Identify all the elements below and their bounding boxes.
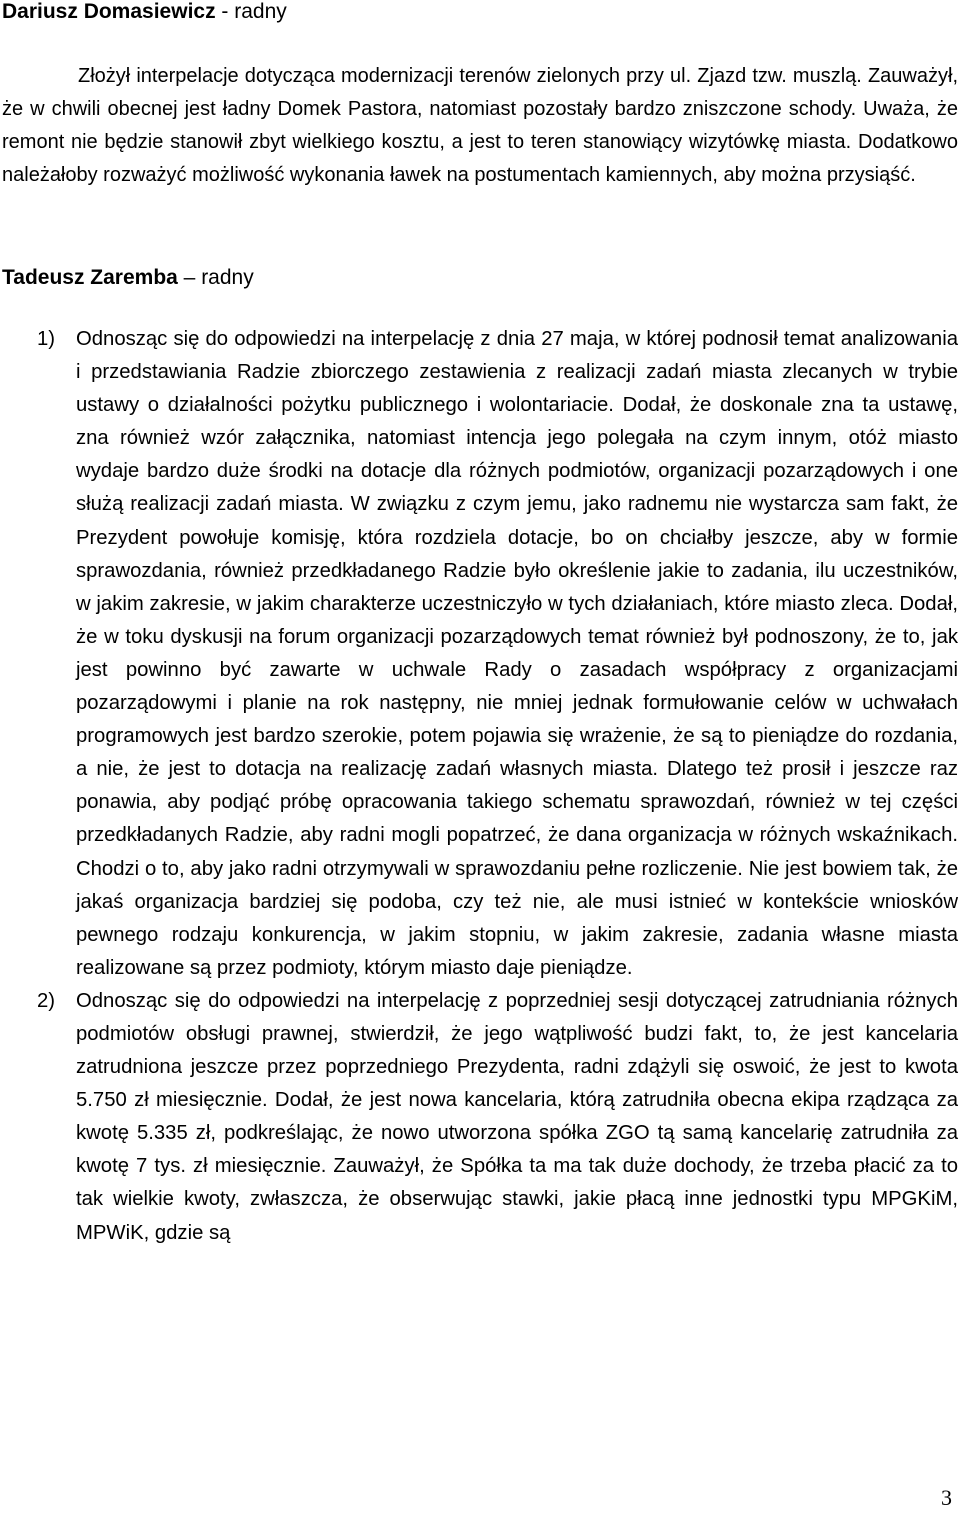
speaker-role: - radny [215, 0, 287, 23]
page-number: 3 [941, 1485, 952, 1510]
list-item-number: 1) [37, 328, 56, 350]
speaker-role: – radny [177, 266, 254, 289]
list-item-text: Odnosząc się do odpowiedzi na interpelację z dnia 27 maja, w której podnosił temat analizowania i przedstawiania Radzie zbiorczego zestawienia z realizacji zadań miasta zlecanych w trybie ustawy o działalności pożytku publicznego i wolontariacie. Dodał, że doskonale zna ta ustawę, zna również wzór załącznika, natomiast intencja jego polegała na czym innym, otóż miasto wydaje bardzo duże środki na dotacje dla różnych podmiotów, organizacji pozarządowych i one służą realizacji zadań miasta. W związku z czym jemu, jako radnemu nie wystarcza sam fakt, że Prezydent powołuje komisję, która rozdziela dotacje, bo on chciałby jeszcze, aby w formie sprawozdania, również przedkładanego Radzie było określenie jakie to zadania, ilu uczestników, w jakim zakresie, w jakim charakterze uczestniczyło w tych działaniach, które miasto zleca. Dodał, że w toku dyskusji na forum organizacji pozarządowych temat również był podnoszony, że to, jak jest powinno być zawarte w uchwale Rady o zasadach współpracy z organizacjami pozarządowymi i planie na rok następny, nie mniej jednak formułowanie celów w uchwałach programowych jest bardzo szerokie, potem pojawia się wrażenie, że są to pieniądze do rozdania, a nie, że jest to dotacja na realizację zadań własnych miasta. Dlatego też prosił i jeszcze raz ponawia, aby podjąć próbę opracowania takiego schematu sprawozdań, również w tej części przedkładanych Radzie, aby radni mogli popatrzeć, że dana organizacja w różnych wskaźnikach. Chodzi o to, aby jako radni otrzymywali w sprawozdaniu pełne rozliczenie. Nie jest bowiem tak, że jakaś organizacja bardziej się podoba, czy też nie, ale musi istnieć w kontekście wniosków pewnego rodzaju konkurencja, w jakim stopniu, w jakim zakresie, zadania własne miasta realizowane są przez podmioty, którym miasto daje pieniądze. [76, 328, 958, 979]
speaker-heading-domasiewicz [2, 0, 287, 24]
list-item [0, 323, 958, 985]
interpellation-list [0, 323, 958, 1250]
list-item [0, 985, 958, 1250]
speaker-heading-zaremba [2, 266, 254, 290]
paragraph-text: Złożył interpelacje dotycząca modernizacji terenów zielonych przy ul. Zjazd tzw. muszlą. Zauważył, że w chwili obecnej jest ładny Domek Pastora, natomiast pozostały bardzo zniszczone schody. Uważa, że remont nie będzie stanowił zbyt wielkiego kosztu, a jest to teren stanowiący wizytówkę miasta. Dodatkowo należałoby rozważyć możliwość wykonania ławek na postumentach kamiennych, aby można przysiąść. [2, 65, 958, 186]
interpellation-paragraph [2, 60, 958, 192]
speaker-name: Tadeusz Zaremba [2, 266, 178, 289]
list-item-text: Odnosząc się do odpowiedzi na interpelację z poprzedniej sesji dotyczącej zatrudniania różnych podmiotów obsługi prawnej, stwierdził, że jego wątpliwość budzi fakt, to, że jest kancelaria zatrudniona jeszcze przez poprzedniego Prezydenta, radni zdążyli się oswoić, że jest to kwota 5.750 zł miesięcznie. Dodał, że jest nowa kancelaria, którą zatrudniła obecna ekipa rządząca za kwotę 5.335 zł, podkreślając, że nowo utworzona spółka ZGO tą samą kancelarię zatrudniła za kwotę 7 tys. zł miesięcznie. Zauważył, że Spółka ta ma tak duże dochody, że trzeba płacić za to tak wielkie kwoty, zwłaszcza, że obserwując stawki, jakie płacą inne jednostki typu MPGKiM, MPWiK, gdzie są [76, 989, 958, 1244]
list-item-number: 2) [37, 989, 56, 1012]
speaker-name: Dariusz Domasiewicz [2, 0, 216, 23]
